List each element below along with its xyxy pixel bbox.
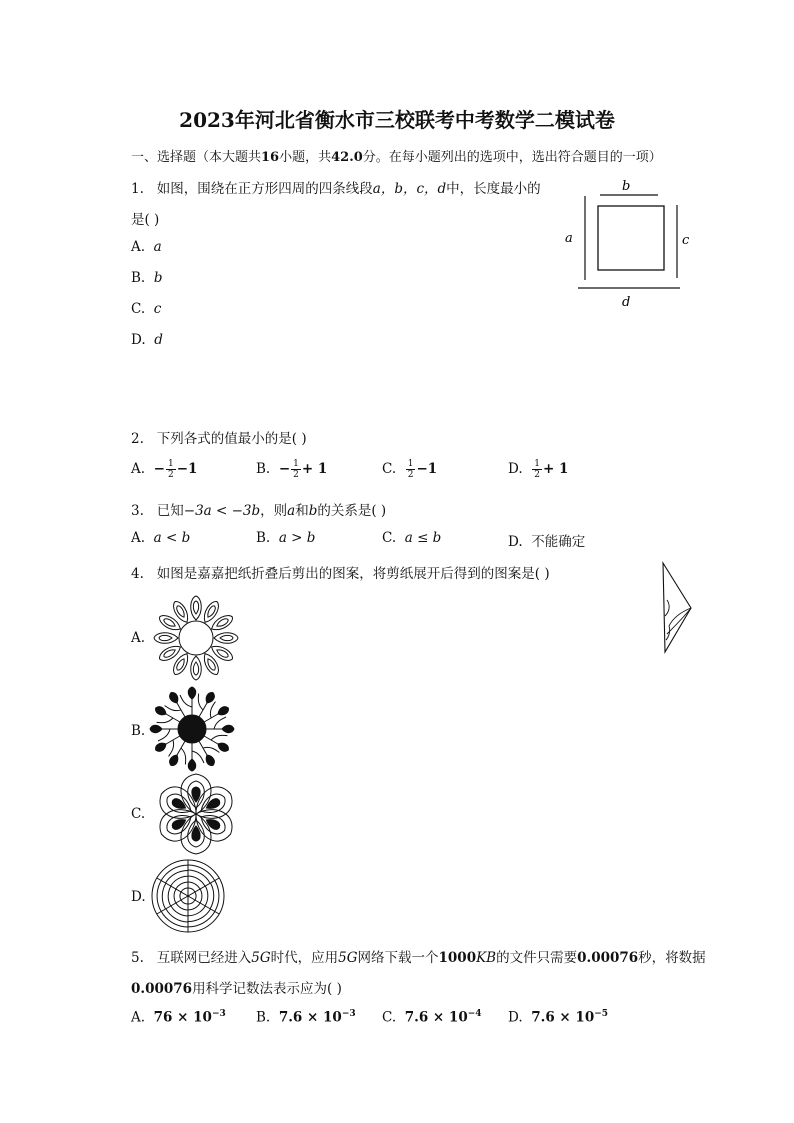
question-1-text-b: 中，长度最小的 <box>446 181 541 197</box>
option-label: D. <box>508 534 523 550</box>
question-3-text-a: 已知 <box>156 503 184 519</box>
question-3-text-d: 的关系是( ) <box>317 503 387 519</box>
question-1-vars: a，b，c，d <box>372 181 447 197</box>
question-1-line2: 是( ) <box>131 212 160 228</box>
question-5-text-e: 秒，将数据 <box>638 950 706 966</box>
question-3-option-a[interactable] <box>131 530 190 546</box>
option-rest: + 1 <box>542 461 569 477</box>
option-rest: −1 <box>176 461 198 477</box>
question-1-option-c[interactable] <box>131 301 161 317</box>
option-label: A. <box>131 1009 146 1026</box>
question-5-unit: KB <box>476 950 497 966</box>
question-4-number: 4. <box>131 566 144 582</box>
fraction <box>166 459 176 480</box>
option-label: C. <box>131 301 146 317</box>
question-3-var-b: b <box>308 503 318 519</box>
fraction-numerator: 1 <box>407 459 414 469</box>
question-5-size: 1000 <box>438 950 477 966</box>
fraction-numerator: 1 <box>167 459 174 469</box>
question-3-text-c: 和 <box>295 503 309 519</box>
question-1-option-b[interactable] <box>131 270 162 286</box>
section-mid: 小题，共 <box>279 150 332 165</box>
option-label: B. <box>256 461 271 477</box>
section-heading <box>131 146 662 165</box>
option-rest: −1 <box>416 461 438 477</box>
option-value: a < b <box>153 530 191 546</box>
question-1-option-a[interactable] <box>131 239 162 255</box>
option-label: B. <box>256 530 271 546</box>
fraction <box>532 459 542 480</box>
question-2-option-d[interactable] <box>508 459 568 480</box>
question-1-text-a: 如图，围绕在正方形四周的四条线段 <box>156 181 373 197</box>
question-4-option-c-label[interactable]: C. <box>131 806 146 822</box>
section-tail: 分。在每小题列出的选项中，选出符合题目的一项） <box>362 150 662 165</box>
question-4-option-b-label[interactable]: B. <box>131 723 146 739</box>
section-score: 42.0 <box>331 150 363 165</box>
page-title: 2023年河北省衡水市三校联考中考数学二模试卷 <box>179 108 615 132</box>
question-2-option-c[interactable] <box>382 459 437 480</box>
option-label: C. <box>382 461 397 477</box>
section-count: 16 <box>261 150 280 165</box>
question-3-option-b[interactable] <box>256 530 315 546</box>
option-d-spiral-pattern[interactable] <box>150 857 230 935</box>
option-base: 7.6 × 10 <box>531 1009 595 1026</box>
question-2-text: 下列各式的值最小的是( ) <box>156 431 307 447</box>
option-value: a <box>153 239 162 255</box>
question-1-figure <box>560 176 700 316</box>
option-label: A. <box>131 461 146 477</box>
question-5-option-d[interactable] <box>508 1009 608 1026</box>
option-sign: − <box>278 461 291 477</box>
figure-label-a: a <box>565 231 573 246</box>
option-value: b <box>153 270 163 286</box>
question-5-text-b: 时代，应用 <box>270 950 339 966</box>
option-sign: − <box>153 461 165 477</box>
option-label: D. <box>131 332 146 348</box>
section-heading-text: 一、选择题（本大题共 <box>131 150 262 165</box>
option-a-flower-pattern[interactable] <box>150 593 242 683</box>
figure-label-b: b <box>622 179 631 194</box>
option-label: C. <box>382 530 397 546</box>
option-base: 76 × 10 <box>153 1009 212 1026</box>
option-label: C. <box>382 1009 397 1026</box>
option-value: a ≤ b <box>404 530 442 546</box>
question-5-line2-text: 用科学记数法表示应为( ) <box>192 981 342 997</box>
question-3-var-a: a <box>287 503 296 519</box>
question-5-time: 0.00076 <box>577 950 639 966</box>
question-5-line2 <box>131 977 342 997</box>
fraction <box>406 459 416 480</box>
question-2-line <box>131 427 307 447</box>
question-5-option-c[interactable] <box>382 1009 482 1026</box>
question-4-option-d-label[interactable]: D. <box>131 889 146 905</box>
option-label: A. <box>131 239 146 255</box>
question-3-expression: −3a < −3b <box>183 503 261 519</box>
option-label: A. <box>131 530 146 546</box>
question-2-number: 2. <box>131 431 144 447</box>
question-5-line1 <box>131 946 706 966</box>
question-5-text-a: 互联网已经进入 <box>156 950 252 966</box>
fraction-numerator: 1 <box>293 459 299 469</box>
question-2-option-b[interactable] <box>256 459 327 480</box>
option-exponent: −3 <box>211 1009 226 1019</box>
question-3-option-d[interactable] <box>508 530 585 550</box>
question-4-option-a-label[interactable]: A. <box>131 630 146 646</box>
fraction-denominator: 2 <box>534 470 540 480</box>
option-value: d <box>154 332 163 348</box>
question-3-number: 3. <box>131 503 144 519</box>
question-5-text-c: 网络下载一个 <box>357 950 439 966</box>
option-b-sun-pattern[interactable] <box>150 686 240 774</box>
question-5-option-b[interactable] <box>256 1009 356 1026</box>
option-rest: + 1 <box>301 461 328 477</box>
question-5-g2: 5G <box>338 950 358 966</box>
question-3-line <box>131 499 386 519</box>
question-5-text-d: 的文件只需要 <box>496 950 578 966</box>
option-label: D. <box>508 461 523 477</box>
option-value: c <box>153 301 162 317</box>
question-5-number: 5. <box>131 950 144 966</box>
question-4-line <box>131 562 550 582</box>
option-label: D. <box>508 1009 523 1026</box>
folded-paper-figure <box>655 560 700 660</box>
fraction <box>291 459 301 480</box>
fraction-denominator: 2 <box>293 470 299 480</box>
question-5-line2-num: 0.00076 <box>131 981 193 997</box>
option-exponent: −3 <box>341 1009 356 1019</box>
option-label: B. <box>256 1009 271 1026</box>
question-1-line1 <box>131 177 541 197</box>
fraction-denominator: 2 <box>407 470 414 480</box>
option-value: a > b <box>278 530 316 546</box>
option-label: B. <box>131 270 146 286</box>
option-base: 7.6 × 10 <box>278 1009 342 1026</box>
figure-label-d: d <box>622 295 631 310</box>
fraction-denominator: 2 <box>167 470 174 480</box>
question-2-option-a[interactable] <box>131 459 197 480</box>
question-5-option-a[interactable] <box>131 1009 226 1026</box>
question-3-text-b: ，则 <box>260 503 288 519</box>
question-3-option-c[interactable] <box>382 530 441 546</box>
question-5-g1: 5G <box>251 950 271 966</box>
question-1-number: 1. <box>131 181 144 197</box>
option-value: 不能确定 <box>531 534 586 550</box>
option-base: 7.6 × 10 <box>404 1009 468 1026</box>
option-exponent: −5 <box>594 1009 609 1019</box>
fraction-numerator: 1 <box>534 459 540 469</box>
option-exponent: −4 <box>467 1009 482 1019</box>
question-4-text: 如图是嘉嘉把纸折叠后剪出的图案，将剪纸展开后得到的图案是( ) <box>156 566 550 582</box>
figure-label-c: c <box>682 233 690 248</box>
option-c-petal-pattern[interactable] <box>150 772 242 856</box>
question-1-option-d[interactable] <box>131 332 163 348</box>
